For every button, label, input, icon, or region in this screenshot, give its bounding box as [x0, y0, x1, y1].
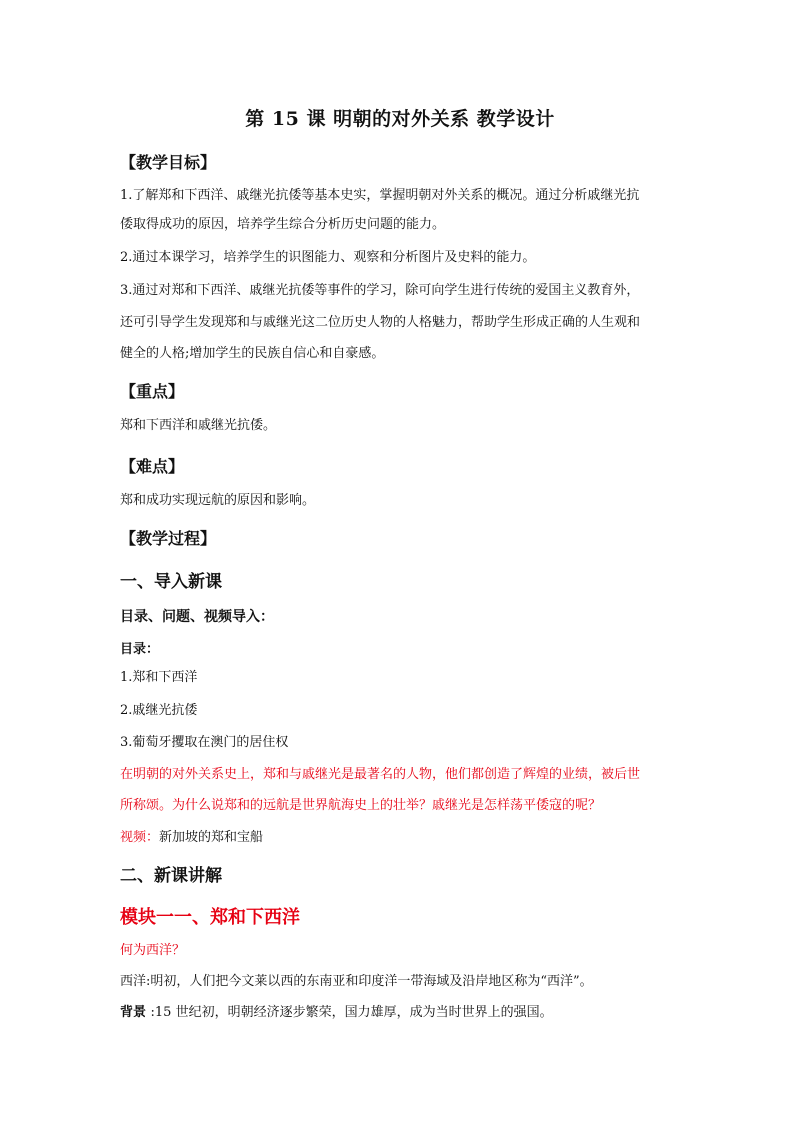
background-line: [120, 999, 690, 1027]
xiyang-definition: 西洋:明初，人们把今文莱以西的东南亚和印度洋一带海域及沿岸地区称为“西洋”。: [120, 974, 593, 989]
toc-label: 目录：: [120, 642, 160, 657]
objective-1-line-1: 1.了解郑和下西洋、戚继光抗倭等基本史实，掌握明朝对外关系的概况。通过分析戚继光抗: [120, 188, 640, 203]
objective-2: 2.通过本课学习，培养学生的识图能力、观察和分析图片及史料的能力。: [120, 250, 536, 265]
background-label: 背景: [120, 1005, 151, 1020]
toc-item-3: 3.葡萄牙攫取在澳门的居住权: [120, 735, 289, 750]
module-1-heading: 模块一一、郑和下西洋: [120, 907, 300, 928]
section-1-subheading: 目录、问题、视频导入：: [120, 609, 274, 625]
section-2-heading: 二、新课讲解: [120, 866, 222, 886]
page-title: 第 15 课 明朝的对外关系 教学设计: [245, 108, 555, 130]
difficulty-heading: 【难点】: [120, 457, 185, 476]
difficulty-text: 郑和成功实现远航的原因和影响。: [120, 493, 316, 508]
video-line: [120, 824, 690, 852]
toc-item-2: 2.戚继光抗倭: [120, 703, 198, 718]
background-text: :15 世纪初，明朝经济逐步繁荣，国力雄厚，成为当时世界上的强国。: [150, 1005, 553, 1020]
key-point-text: 郑和下西洋和戚继光抗倭。: [120, 418, 277, 433]
what-is-xiyang: 何为西洋？: [120, 943, 186, 958]
intro-question-line-2: 所称颂。为什么说郑和的远航是世界航海史上的壮举？戚继光是怎样荡平倭寇的呢？: [120, 798, 602, 813]
intro-question-line-1: 在明朝的对外关系史上，郑和与戚继光是最著名的人物，他们都创造了辉煌的业绩，被后世: [120, 767, 641, 782]
objective-3-line-2: 还可引导学生发现郑和与戚继光这二位历史人物的人格魅力，帮助学生形成正确的人生观和: [120, 315, 641, 330]
objectives-heading: 【教学目标】: [120, 153, 217, 172]
objective-3-line-1: 3.通过对郑和下西洋、戚继光抗倭等事件的学习，除可向学生进行传统的爱国主义教育外，: [120, 283, 640, 298]
section-1-heading: 一、导入新课: [120, 572, 222, 592]
objective-3-line-3: 健全的人格;增加学生的民族自信心和自豪感。: [120, 346, 385, 361]
objective-1-line-2: 倭取得成功的原因，培养学生综合分析历史问题的能力。: [120, 217, 446, 232]
process-heading: 【教学过程】: [120, 529, 217, 548]
video-text: 新加坡的郑和宝船: [159, 830, 264, 845]
key-point-heading: 【重点】: [120, 382, 185, 401]
video-label: 视频：: [120, 830, 160, 845]
toc-item-1: 1.郑和下西洋: [120, 670, 198, 685]
